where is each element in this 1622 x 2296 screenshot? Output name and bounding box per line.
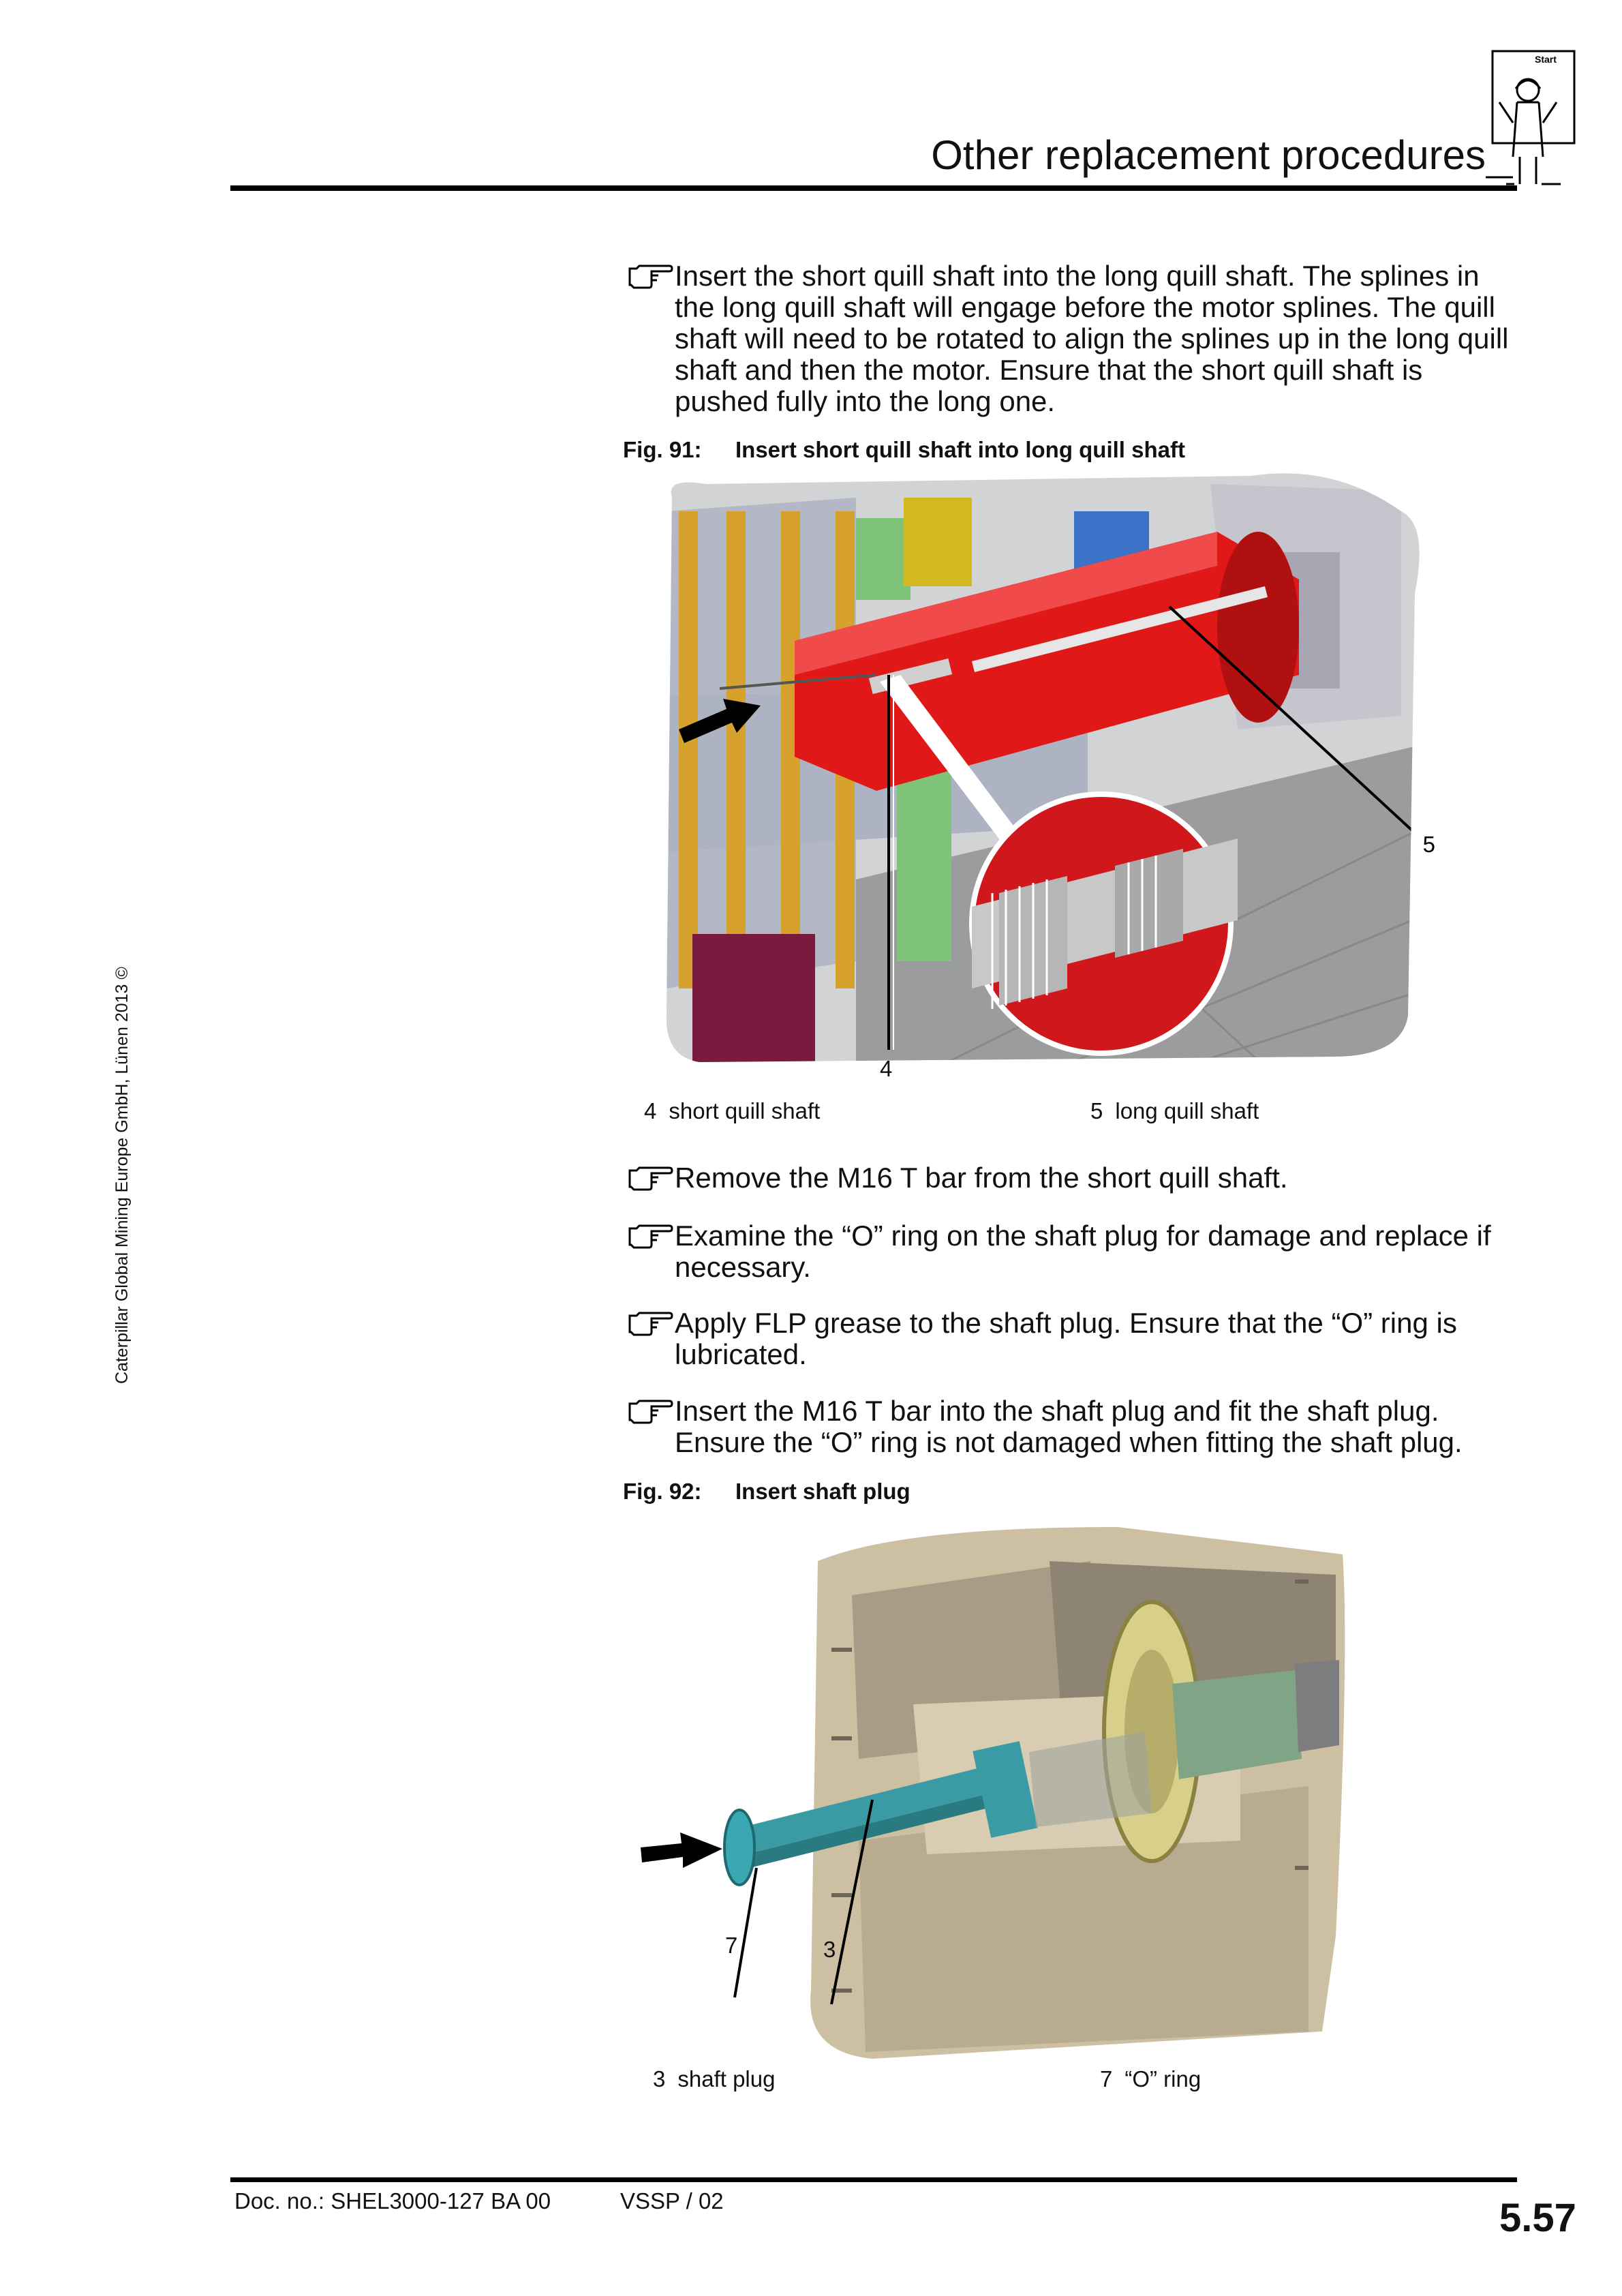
step-text: Remove the M16 T bar from the short quill shaft. xyxy=(675,1162,1288,1194)
pointing-hand-icon xyxy=(627,1164,673,1191)
maroon-block xyxy=(692,934,815,1063)
callout-3: 3 xyxy=(823,1937,836,1962)
instruction-step xyxy=(627,1220,1520,1283)
figure-label: Fig. 91: xyxy=(623,437,702,462)
legend-text: long quill shaft xyxy=(1115,1098,1259,1123)
legend-item xyxy=(644,1098,820,1125)
legend-item xyxy=(1090,1098,1259,1125)
pointing-hand-icon xyxy=(627,262,673,289)
step-text: Examine the “O” ring on the shaft plug for damage and replace if necessary. xyxy=(675,1220,1491,1283)
legend-text: short quill shaft xyxy=(669,1098,821,1123)
instruction-step xyxy=(627,260,1520,417)
step-text: Apply FLP grease to the shaft plug. Ensure that the “O” ring is lubricated. xyxy=(675,1307,1457,1370)
pointing-hand-icon xyxy=(627,1309,673,1336)
legend-text: shaft plug xyxy=(677,2066,776,2091)
callout-5: 5 xyxy=(1422,832,1435,857)
page-header-title: Other replacement procedures xyxy=(931,132,1486,178)
legend-text: “O” ring xyxy=(1124,2066,1202,2091)
side-copyright: Caterpillar Global Mining Europe GmbH, Lünen 2013 © xyxy=(112,967,132,1384)
o-ring xyxy=(724,1810,754,1885)
legend-item xyxy=(653,2066,775,2093)
header-rule xyxy=(230,185,1517,191)
instruction-step xyxy=(627,1308,1520,1370)
figure-91-illustration xyxy=(652,470,1435,1067)
vssp-reference: VSSP / 02 xyxy=(620,2188,724,2214)
legend-number: 4 xyxy=(644,1098,657,1123)
step-text: Insert the short quill shaft into the long quill shaft. The splines in the long quill shaft will engage before the motor splines. The quill shaft will need to be rotated to align the splines up in the long quill shaft and then the motor. Ensure that the short quill shaft is pushed fully into the long one. xyxy=(675,260,1509,417)
legend-number: 7 xyxy=(1100,2066,1113,2091)
legend-number: 3 xyxy=(653,2066,666,2091)
figure-caption-text: Insert shaft plug xyxy=(735,1479,911,1504)
callout-7: 7 xyxy=(725,1933,738,1958)
page-number: 5.57 xyxy=(1499,2196,1576,2240)
frame-stripe xyxy=(679,511,698,988)
legend-number: 5 xyxy=(1090,1098,1103,1123)
figure-caption xyxy=(623,436,1185,464)
figure-92-illustration xyxy=(627,1513,1349,2072)
start-icon-label: Start xyxy=(1535,54,1557,65)
figure-caption-text: Insert short quill shaft into long quill shaft xyxy=(735,437,1185,462)
instruction-step xyxy=(627,1162,1520,1194)
figure-label: Fig. 92: xyxy=(623,1479,702,1504)
figure-caption xyxy=(623,1478,911,1505)
footer-rule xyxy=(230,2177,1517,2182)
yellow-bracket xyxy=(904,498,972,586)
insert-direction-arrow xyxy=(641,1832,722,1868)
callout-leader xyxy=(735,1868,756,1997)
pointing-hand-icon xyxy=(627,1222,673,1249)
document-number: Doc. no.: SHEL3000-127 BA 00 xyxy=(234,2188,551,2214)
legend-item xyxy=(1100,2066,1201,2093)
callout-4: 4 xyxy=(880,1056,893,1081)
instruction-step xyxy=(627,1395,1520,1458)
pointing-hand-icon xyxy=(627,1397,673,1424)
start-worker-icon xyxy=(1486,48,1581,191)
step-text: Insert the M16 T bar into the shaft plug and fit the shaft plug. Ensure the “O” ring is not damaged when fitting the shaft plug. xyxy=(675,1395,1463,1458)
green-block xyxy=(856,518,911,600)
